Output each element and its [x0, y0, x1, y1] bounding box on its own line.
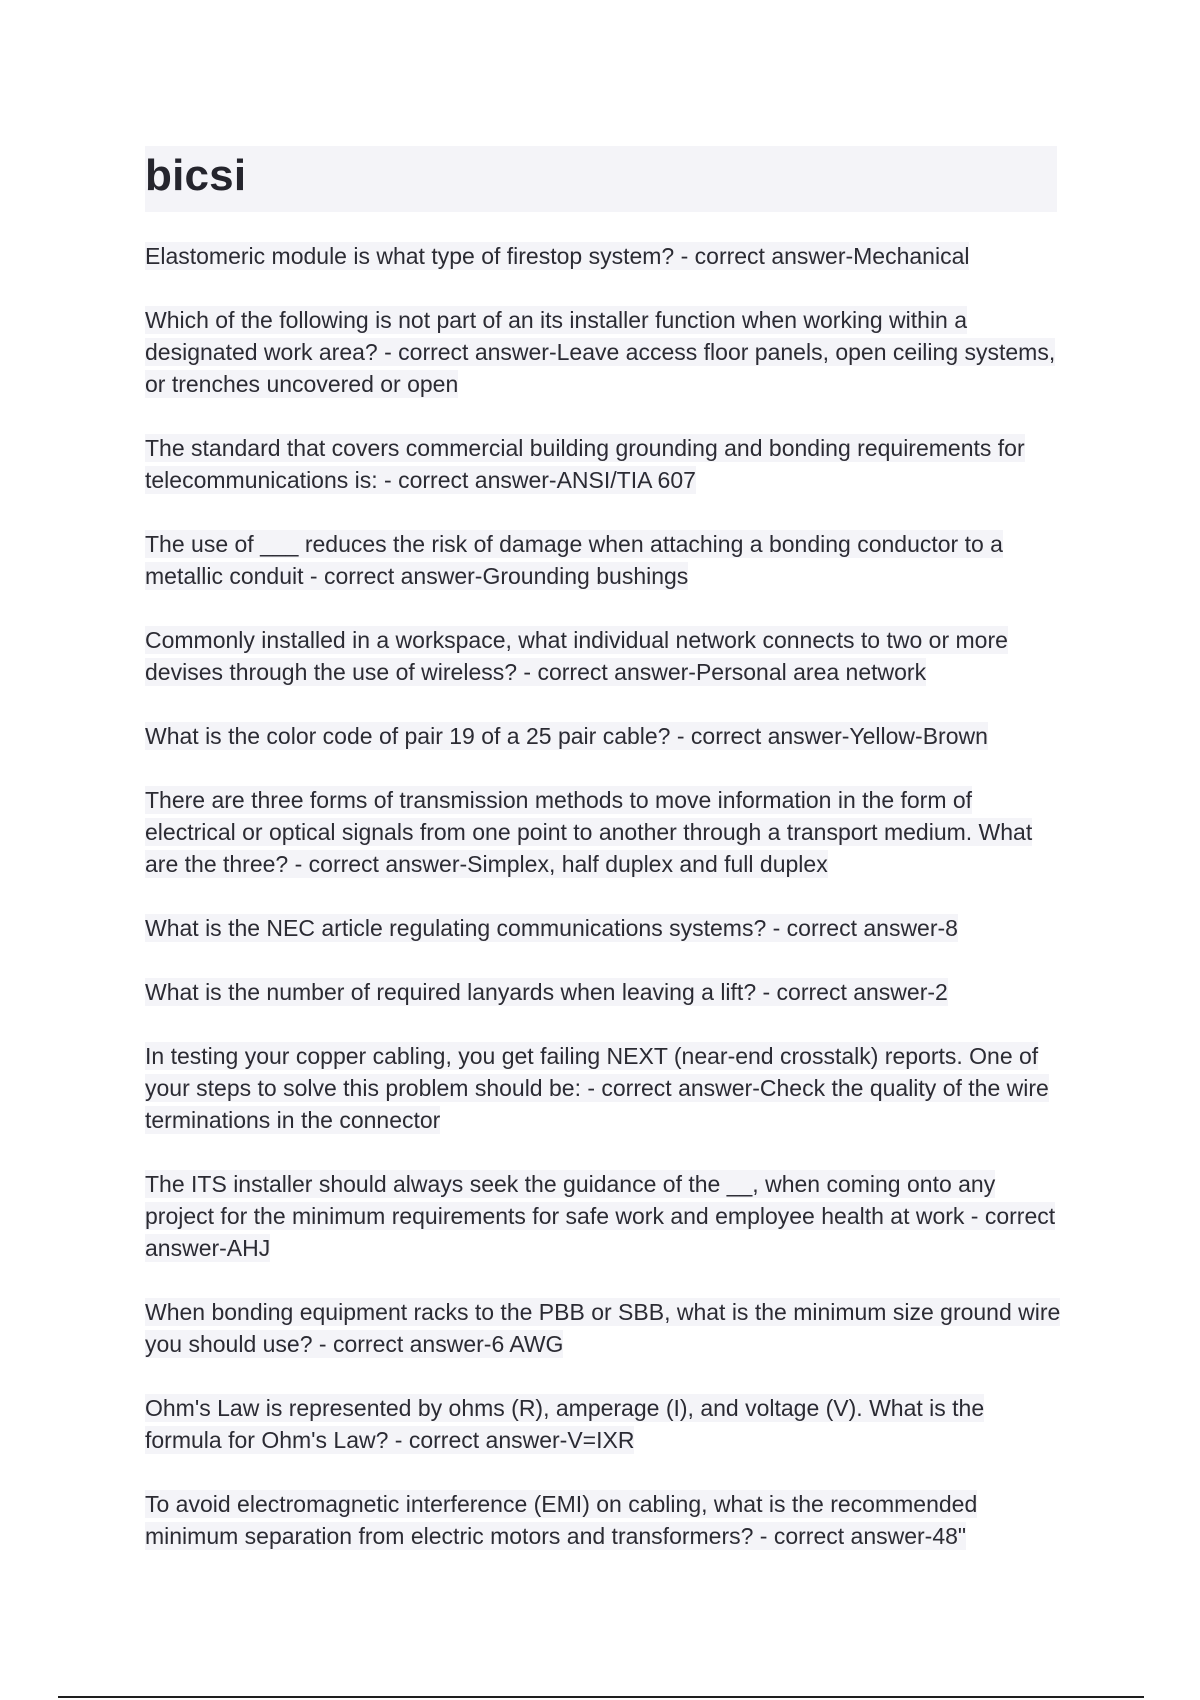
qa-item	[145, 784, 1065, 880]
qa-text: The standard that covers commercial building grounding and bonding requirements for telecommunications is: - correct answer-ANSI/TIA 607	[145, 435, 1025, 493]
qa-text: What is the number of required lanyards when leaving a lift? - correct answer-2	[145, 979, 948, 1005]
qa-text: Commonly installed in a workspace, what individual network connects to two or more devises through the use of wireless? - correct answer-Personal area network	[145, 627, 1008, 685]
footer-divider	[58, 1696, 1144, 1698]
qa-item	[145, 624, 1065, 688]
qa-text: The use of ___ reduces the risk of damage when attaching a bonding conductor to a metallic conduit - correct answer-Grounding bushings	[145, 531, 1003, 589]
qa-item	[145, 1040, 1065, 1136]
qa-item	[145, 912, 1065, 944]
qa-text: When bonding equipment racks to the PBB or SBB, what is the minimum size ground wire you should use? - correct answer-6 AWG	[145, 1299, 1061, 1357]
qa-item	[145, 240, 1065, 272]
qa-text: To avoid electromagnetic interference (EMI) on cabling, what is the recommended minimum separation from electric motors and transformers? - correct answer-48"	[145, 1491, 978, 1549]
title-bar	[145, 146, 1057, 212]
qa-item	[145, 1392, 1065, 1456]
qa-text: What is the NEC article regulating communications systems? - correct answer-8	[145, 915, 958, 941]
qa-text: There are three forms of transmission methods to move information in the form of electrical or optical signals from one point to another through a transport medium. What are the three? - correct answer-Simplex, half duplex and full duplex	[145, 787, 1033, 877]
qa-list	[145, 240, 1065, 1584]
qa-item	[145, 528, 1065, 592]
qa-item	[145, 1488, 1065, 1552]
qa-text: The ITS installer should always seek the guidance of the __, when coming onto any project for the minimum requirements for safe work and employee health at work - correct answer-AHJ	[145, 1171, 1056, 1261]
qa-item	[145, 976, 1065, 1008]
qa-text: Elastomeric module is what type of firestop system? - correct answer-Mechanical	[145, 243, 970, 269]
qa-item	[145, 432, 1065, 496]
qa-item	[145, 304, 1065, 400]
qa-text: Which of the following is not part of an its installer function when working within a designated work area? - correct answer-Leave access floor panels, open ceiling systems, or trenches uncovered or open	[145, 307, 1056, 397]
qa-item	[145, 720, 1065, 752]
qa-item	[145, 1168, 1065, 1264]
qa-item	[145, 1296, 1065, 1360]
qa-text: What is the color code of pair 19 of a 25 pair cable? - correct answer-Yellow-Brown	[145, 723, 988, 749]
document-title: bicsi	[145, 151, 247, 200]
qa-text: Ohm's Law is represented by ohms (R), amperage (I), and voltage (V). What is the formula for Ohm's Law? - correct answer-V=IXR	[145, 1395, 985, 1453]
qa-text: In testing your copper cabling, you get failing NEXT (near-end crosstalk) reports. One of your steps to solve this problem should be: - correct answer-Check the quality of the wire terminations in the connector	[145, 1043, 1049, 1133]
